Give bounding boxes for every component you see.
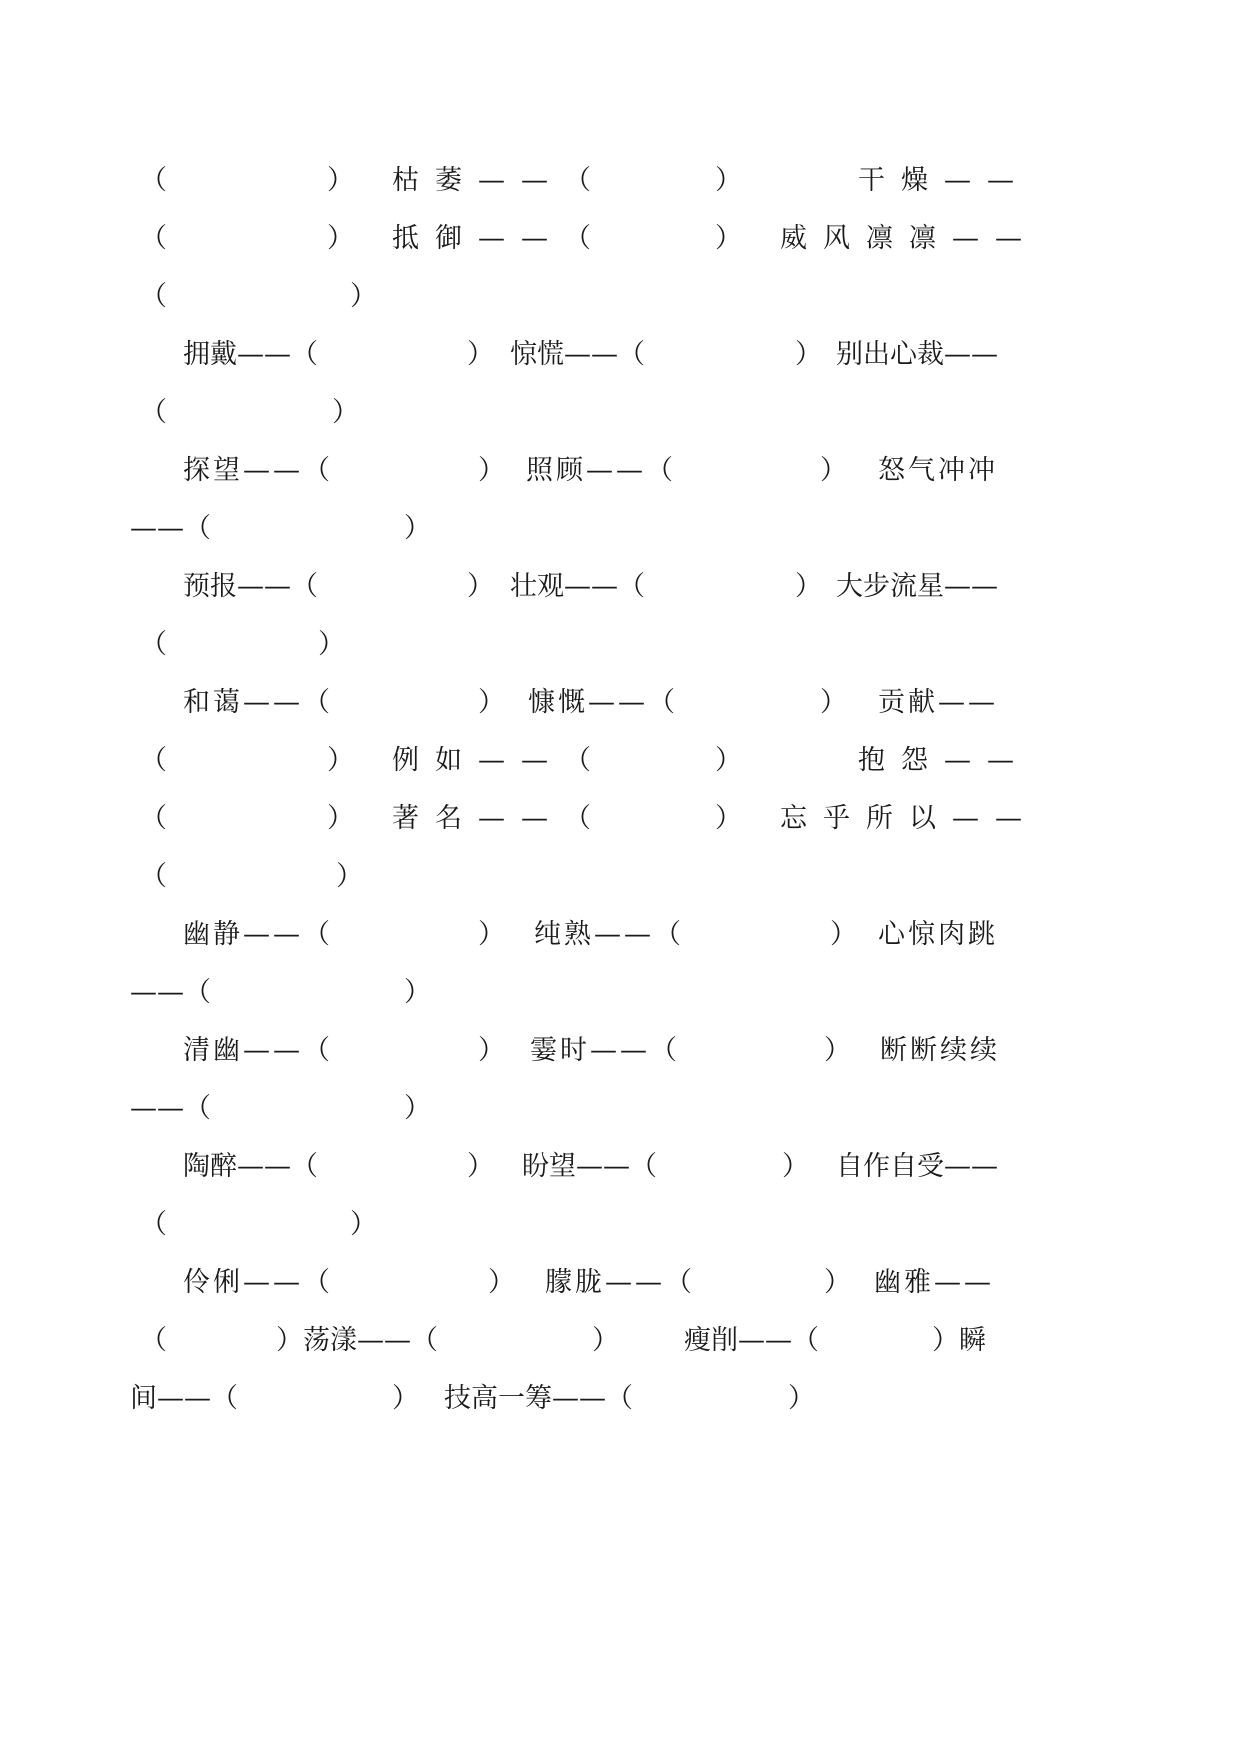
word-entry: 惊慌——（: [510, 339, 645, 370]
text-line: [0, 451, 1241, 491]
open-paren: （: [140, 165, 167, 196]
word-entry: 抱怨——: [858, 745, 1030, 776]
word-entry: ）荡漾——（: [276, 1325, 438, 1356]
word-entry: 自作自受——: [836, 1151, 998, 1182]
word-entry: 盼望——（: [522, 1151, 657, 1182]
close-paren: ）: [788, 1383, 815, 1414]
word-entry: 拥戴——（: [183, 339, 318, 370]
word-entry: 壮观——（: [510, 571, 645, 602]
close-paren: ）: [336, 861, 363, 892]
close-paren: ）: [782, 1151, 809, 1182]
open-paren: （: [140, 1209, 167, 1240]
close-paren: ）: [715, 223, 742, 254]
word-entry: 幽静——（: [183, 919, 333, 950]
close-paren: ）: [392, 1383, 419, 1414]
text-line: [0, 915, 1241, 955]
word-entry: 慷慨——（: [528, 687, 678, 718]
close-paren: ）: [824, 1035, 851, 1066]
text-line: [0, 1147, 1241, 1187]
word-entry: 别出心裁——: [836, 339, 998, 370]
close-paren: ）: [350, 281, 377, 312]
word-entry: 例如——（: [392, 745, 607, 776]
word-entry: 威风凛凛——: [780, 223, 1038, 254]
open-paren: （: [140, 745, 167, 776]
close-paren: ）: [824, 1267, 851, 1298]
word-entry: ——（: [130, 977, 211, 1008]
close-paren: ）: [715, 745, 742, 776]
open-paren: （: [140, 223, 167, 254]
close-paren: ）: [478, 1035, 505, 1066]
close-paren: ）: [327, 803, 354, 834]
word-entry: 间——（: [130, 1383, 238, 1414]
word-entry: 干燥——: [858, 165, 1030, 196]
text-line: [0, 1263, 1241, 1303]
text-line: [0, 1205, 1241, 1245]
close-paren: ）: [327, 165, 354, 196]
close-paren: ）: [404, 513, 431, 544]
text-line: [0, 335, 1241, 375]
text-line: [0, 1031, 1241, 1071]
text-line: [0, 799, 1241, 839]
word-entry: 幽雅——: [874, 1267, 994, 1298]
text-line: [0, 973, 1241, 1013]
close-paren: ）: [318, 629, 345, 660]
word-entry: 怒气冲冲: [878, 455, 998, 486]
word-entry: 霎时——（: [530, 1035, 680, 1066]
close-paren: ）: [467, 571, 494, 602]
open-paren: （: [140, 1325, 167, 1356]
word-entry: 探望——（: [183, 455, 333, 486]
close-paren: ）: [467, 339, 494, 370]
text-line: [0, 857, 1241, 897]
word-entry: 抵御——（: [392, 223, 607, 254]
open-paren: （: [140, 803, 167, 834]
close-paren: ）: [488, 1267, 515, 1298]
close-paren: ）: [404, 1093, 431, 1124]
close-paren: ）: [795, 571, 822, 602]
text-line: [0, 1321, 1241, 1361]
word-entry: ——（: [130, 513, 211, 544]
close-paren: ）: [467, 1151, 494, 1182]
text-line: [0, 741, 1241, 781]
open-paren: （: [140, 861, 167, 892]
close-paren: ）: [715, 165, 742, 196]
close-paren: ）: [327, 745, 354, 776]
open-paren: （: [140, 281, 167, 312]
close-paren: ）: [830, 919, 857, 950]
close-paren: ）: [478, 919, 505, 950]
close-paren: ）: [404, 977, 431, 1008]
text-line: [0, 1379, 1241, 1419]
open-paren: （: [140, 629, 167, 660]
text-line: [0, 567, 1241, 607]
close-paren: ）: [327, 223, 354, 254]
word-entry: 和蔼——（: [183, 687, 333, 718]
word-entry: 清幽——（: [183, 1035, 333, 1066]
close-paren: ）: [332, 397, 359, 428]
word-entry: 枯萎——（: [392, 165, 607, 196]
text-line: [0, 1089, 1241, 1129]
word-entry: 大步流星——: [836, 571, 998, 602]
word-entry: 著名——（: [392, 803, 607, 834]
word-entry: 贡献——: [878, 687, 998, 718]
text-line: [0, 393, 1241, 433]
close-paren: ）: [592, 1325, 619, 1356]
word-entry: 瘦削——（: [684, 1325, 819, 1356]
close-paren: ）: [350, 1209, 377, 1240]
close-paren: ）: [478, 687, 505, 718]
open-paren: （: [140, 397, 167, 428]
word-entry: 技高一筹——（: [444, 1383, 633, 1414]
close-paren: ）: [820, 687, 847, 718]
text-line: [0, 683, 1241, 723]
word-entry: 照顾——（: [526, 455, 676, 486]
text-line: [0, 625, 1241, 665]
text-line: [0, 509, 1241, 549]
close-paren: ）: [478, 455, 505, 486]
close-paren: ）: [795, 339, 822, 370]
word-entry: 伶俐——（: [183, 1267, 333, 1298]
text-line: [0, 219, 1241, 259]
word-entry: 忘乎所以——: [780, 803, 1038, 834]
word-entry: 纯熟——（: [534, 919, 684, 950]
text-line: [0, 161, 1241, 201]
word-entry: ——（: [130, 1093, 211, 1124]
word-entry: 断断续续: [880, 1035, 1000, 1066]
close-paren: ）: [820, 455, 847, 486]
word-entry: 朦胧——（: [545, 1267, 695, 1298]
close-paren: ）: [715, 803, 742, 834]
word-entry: 心惊肉跳: [878, 919, 998, 950]
word-entry: 预报——（: [183, 571, 318, 602]
word-entry: 陶醉——（: [183, 1151, 318, 1182]
text-line: [0, 277, 1241, 317]
word-entry: ）瞬: [932, 1325, 986, 1356]
